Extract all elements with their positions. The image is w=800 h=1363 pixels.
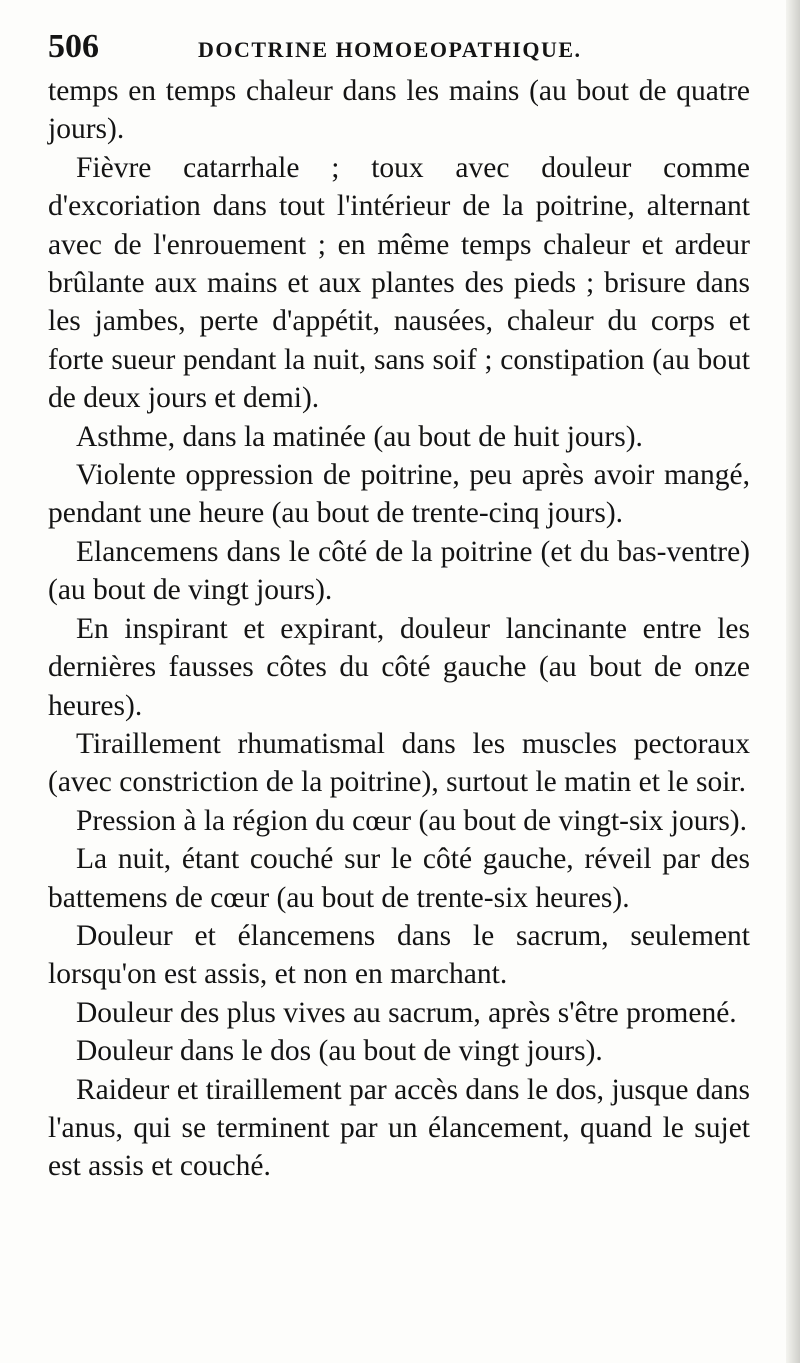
- paragraph-inspirant: En inspirant et expirant, douleur lancinante entre les dernières fausses côtes du côté gauche (au bout de onze heures).: [48, 612, 750, 722]
- paragraph-douleur-dos: Douleur dans le dos (au bout de vingt jours).: [76, 1035, 603, 1068]
- page-spine-shadow: [786, 0, 800, 1363]
- paragraph-battemens-coeur: La nuit, étant couché sur le côté gauche, réveil par des battemens de cœur (au bout de trente-six heures).: [48, 843, 750, 914]
- paragraph-sacrum-assis: Douleur et élancemens dans le sacrum, seulement lorsqu'on est assis, et non en marchant.: [48, 919, 750, 991]
- paragraph-tiraillement-rhumatismal: Tiraillement rhumatismal dans les muscles pectoraux (avec constriction de la poitrine), surtout le matin et le soir.: [48, 727, 750, 799]
- paragraph-oppression: Violente oppression de poitrine, peu après avoir mangé, pendant une heure (au bout de trente-cinq jours).: [48, 459, 750, 530]
- running-title: DOCTRINE HOMOEOPATHIQUE.: [198, 37, 582, 62]
- paragraph-continuation: temps en temps chaleur dans les mains (au bout de quatre jours).: [48, 75, 750, 146]
- body-text: [48, 72, 750, 1186]
- paragraph-raideur-dos: Raideur et tiraillement par accès dans le dos, jusque dans l'anus, qui se terminent par un élancement, quand le sujet est assis et couché.: [48, 1073, 750, 1183]
- paragraph-asthme: Asthme, dans la matinée (au bout de huit jours).: [76, 420, 643, 453]
- running-head: [48, 28, 750, 72]
- page-number: 506: [48, 28, 99, 65]
- paragraph-sacrum-promene: Douleur des plus vives au sacrum, après s'être promené.: [76, 996, 737, 1029]
- paragraph-elancemens-poitrine: Elancemens dans le côté de la poitrine (et du bas-ventre) (au bout de vingt jours).: [48, 535, 750, 607]
- paragraph-pression-coeur: Pression à la région du cœur (au bout de vingt-six jours).: [76, 804, 747, 837]
- paragraph-fievre-catarrhale: Fièvre catarrhale ; toux avec douleur comme d'excoriation dans tout l'intérieur de la poitrine, alternant avec de l'enrouement ; en même temps chaleur et ardeur brûlante aux mains et aux plantes des pieds ; brisure dans les jambes, perte d'appétit, nausées, chaleur du corps et forte sueur pendant la nuit, sans soif ; constipation (au bout de deux jours et demi).: [48, 151, 750, 415]
